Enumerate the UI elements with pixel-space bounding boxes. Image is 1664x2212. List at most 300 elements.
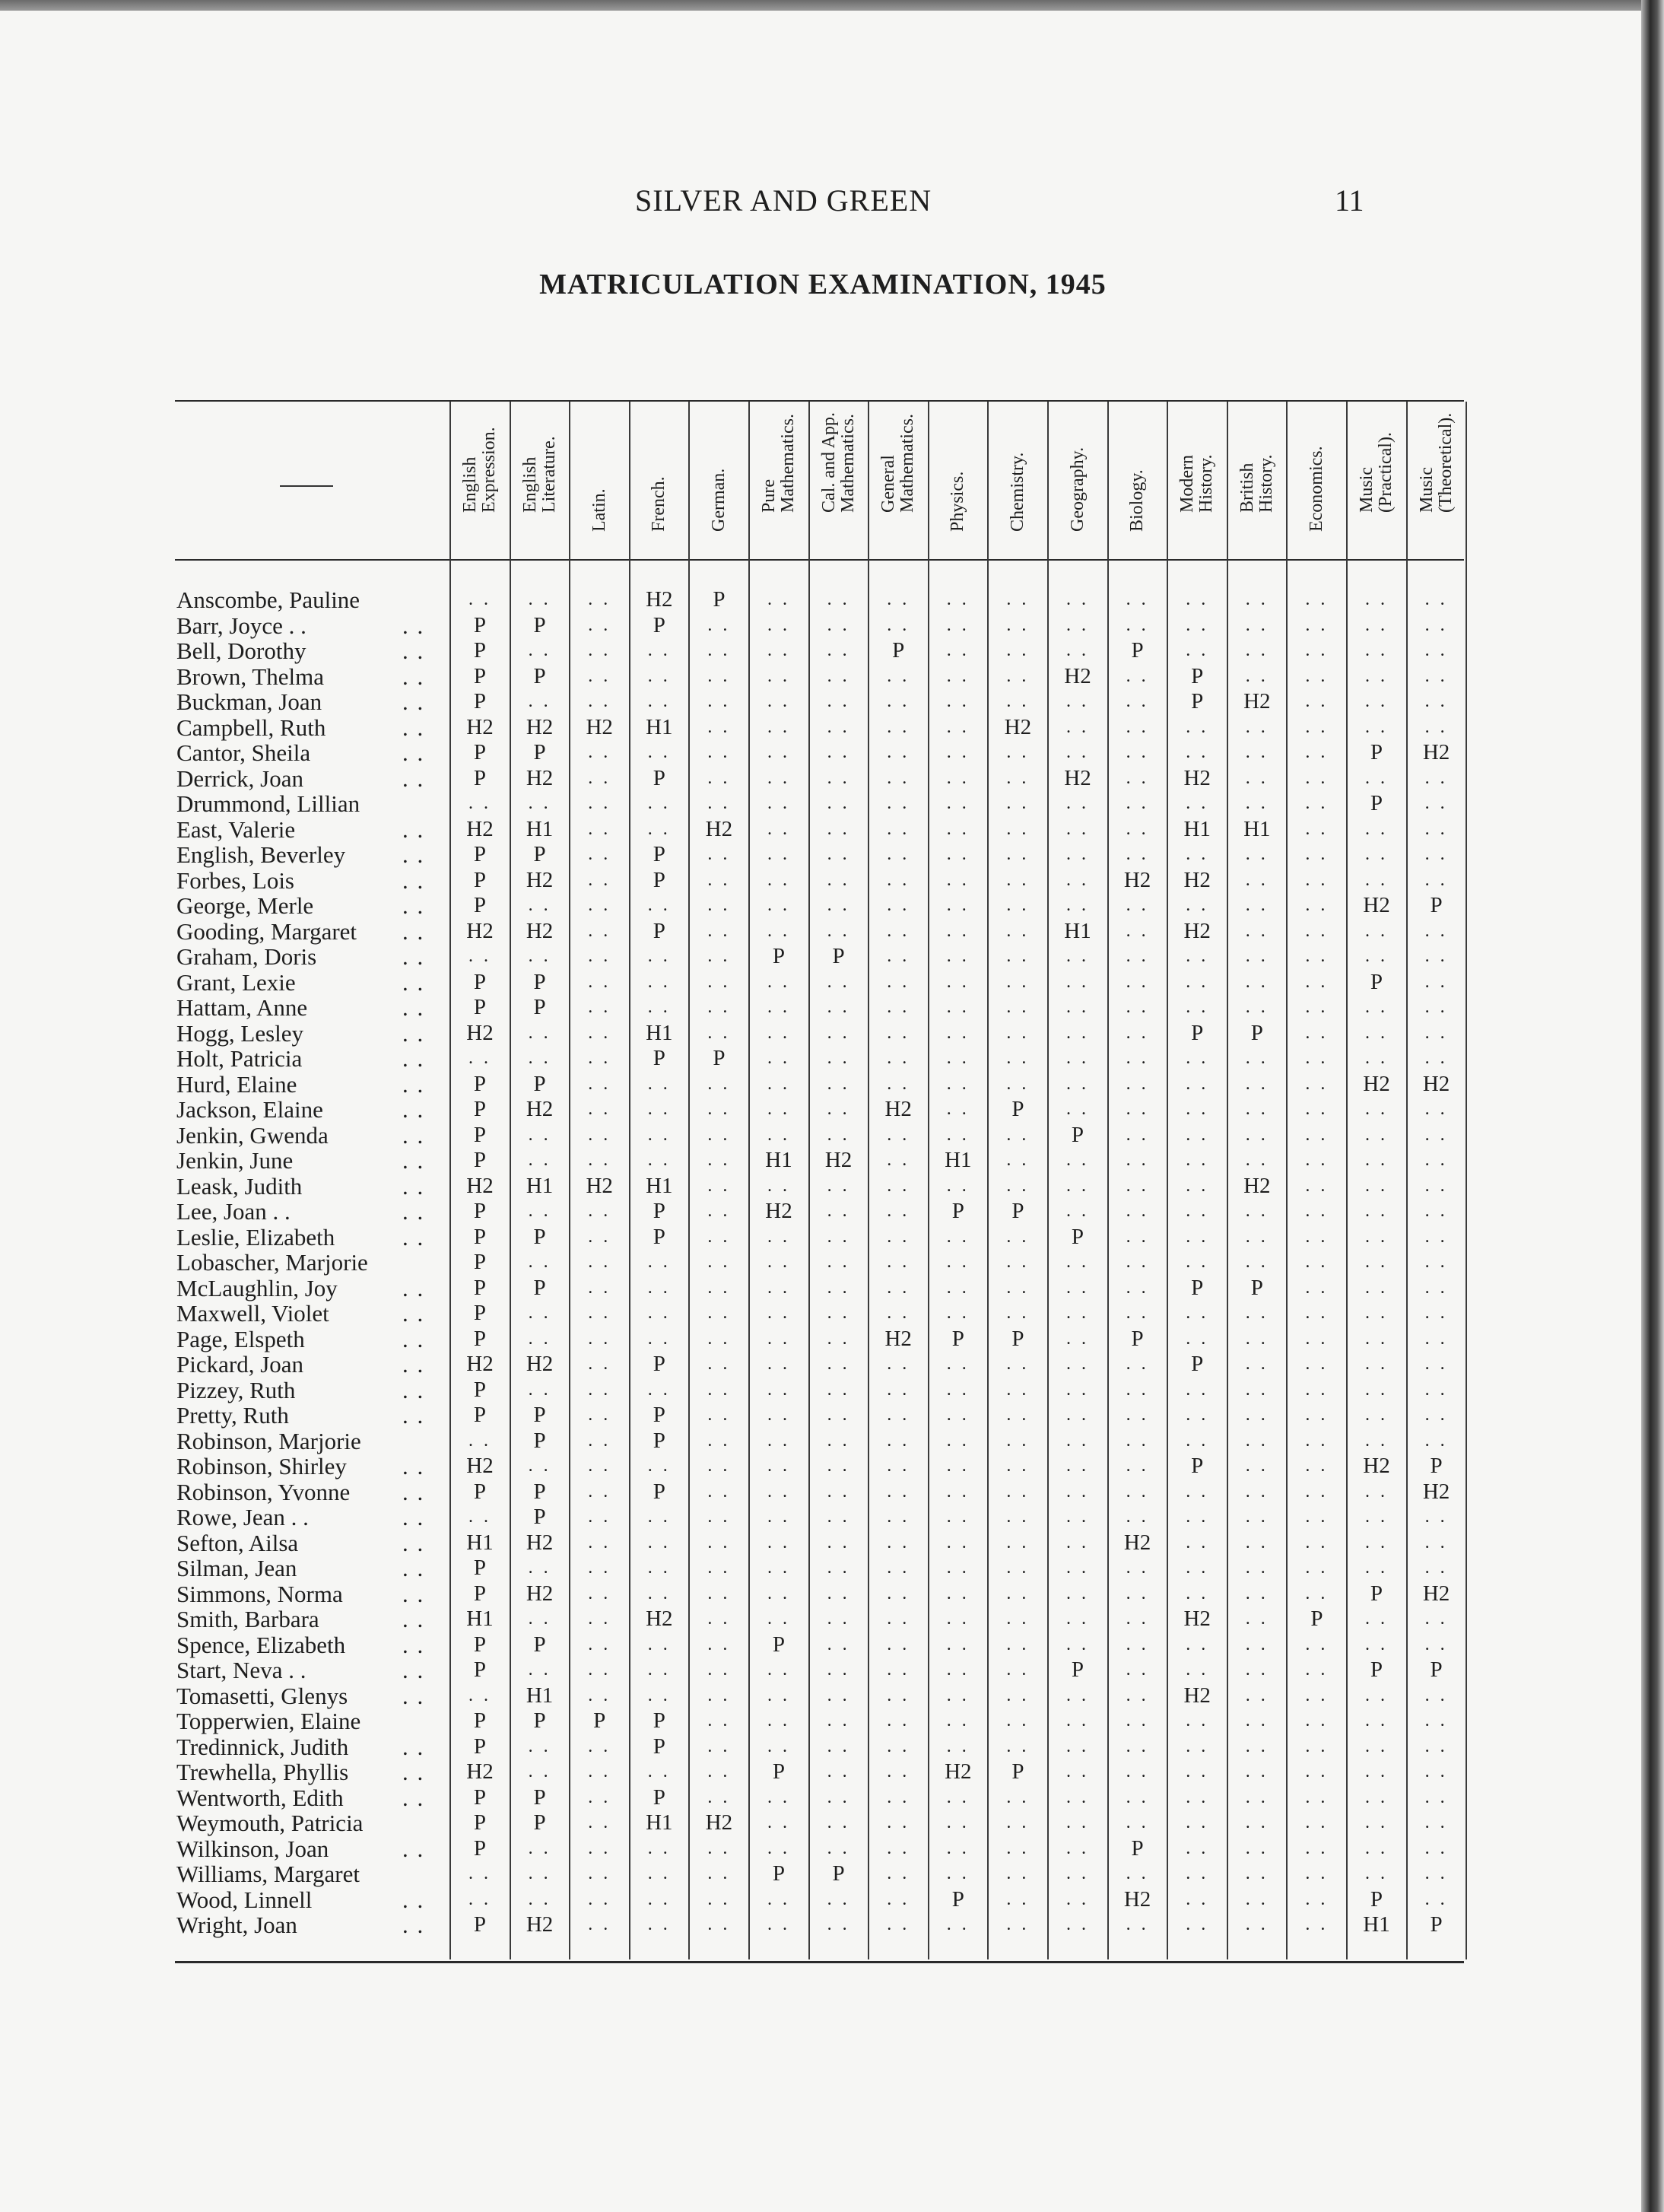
empty-cell: . . [1245, 1048, 1269, 1068]
empty-cell: . . [1305, 1022, 1329, 1043]
empty-cell: . . [1305, 1736, 1329, 1756]
empty-cell: . . [767, 615, 790, 635]
empty-cell: . . [1424, 920, 1448, 941]
empty-cell: . . [1245, 793, 1269, 813]
empty-cell: . . [767, 1915, 790, 1934]
empty-cell: . . [946, 1405, 970, 1425]
empty-cell: . . [946, 1430, 970, 1451]
empty-cell: . . [528, 1660, 551, 1680]
empty-cell: . . [707, 1838, 731, 1858]
empty-cell: . . [707, 793, 731, 813]
empty-cell: . . [887, 1175, 910, 1196]
name-leader-dots: . . [402, 1121, 425, 1149]
grade-cell: P [653, 1708, 665, 1733]
empty-cell: . . [1186, 1787, 1209, 1807]
empty-cell: . . [1424, 1252, 1448, 1272]
empty-cell: . . [1006, 1073, 1030, 1094]
subject-header [1109, 414, 1167, 551]
empty-cell: . . [827, 1685, 850, 1705]
empty-cell: . . [707, 1864, 731, 1883]
grade-cell: H2 [526, 1581, 554, 1606]
empty-cell: . . [1245, 1073, 1269, 1094]
empty-cell: . . [946, 1736, 970, 1756]
empty-cell: . . [588, 1252, 611, 1272]
empty-cell: . . [1424, 946, 1448, 966]
table-row [176, 740, 450, 766]
empty-cell: . . [647, 1099, 671, 1119]
empty-cell: . . [1424, 666, 1448, 686]
table-row [176, 1174, 450, 1200]
empty-cell: . . [588, 1150, 611, 1170]
grade-cell: H2 [466, 1173, 494, 1198]
empty-cell: . . [1066, 1583, 1089, 1603]
candidate-name: Tredinnick, Judith [176, 1733, 349, 1760]
empty-cell: . . [1305, 1711, 1329, 1731]
subject-header [511, 414, 569, 551]
grade-cell: H2 [1183, 1607, 1211, 1631]
empty-cell: . . [1424, 869, 1448, 890]
empty-cell: . . [887, 1507, 910, 1527]
grade-cell: P [772, 944, 786, 968]
empty-cell: . . [528, 1609, 551, 1629]
name-leader-dots: . . [402, 1351, 425, 1378]
empty-cell: . . [1245, 1685, 1269, 1705]
table-row [176, 1530, 450, 1556]
empty-cell: . . [767, 1405, 790, 1425]
empty-cell: . . [1245, 1201, 1269, 1221]
subject-header-line: Modern [1177, 455, 1198, 513]
empty-cell: . . [1186, 1430, 1209, 1451]
empty-cell: . . [946, 1915, 970, 1934]
empty-cell: . . [1305, 615, 1329, 635]
empty-cell: . . [1186, 1660, 1209, 1680]
table-row [176, 1327, 450, 1352]
empty-cell: . . [1066, 971, 1089, 992]
empty-cell: . . [767, 1660, 790, 1680]
empty-cell: . . [1245, 844, 1269, 864]
empty-cell: . . [946, 666, 970, 686]
empty-cell: . . [588, 1864, 611, 1883]
empty-cell: . . [1305, 1175, 1329, 1196]
grade-cell: P [653, 1479, 665, 1504]
empty-cell: . . [707, 1762, 731, 1781]
empty-cell: . . [887, 1583, 910, 1603]
subject-header [1288, 414, 1345, 551]
empty-cell: . . [946, 768, 970, 788]
grade-cell: P [473, 1708, 487, 1733]
name-leader-dots: . . [402, 637, 425, 664]
grade-cell: H1 [466, 1530, 494, 1555]
grade-cell: P [1430, 1912, 1443, 1937]
empty-cell: . . [1365, 1532, 1388, 1553]
empty-cell: . . [827, 1736, 850, 1756]
empty-cell: . . [588, 1481, 611, 1502]
empty-cell: . . [1305, 1099, 1329, 1119]
candidate-name: Forbes, Lois [176, 866, 294, 894]
empty-cell: . . [1126, 1354, 1149, 1374]
empty-cell: . . [1066, 1736, 1089, 1756]
candidate-name: Leask, Judith [176, 1172, 303, 1200]
empty-cell: . . [707, 1303, 731, 1323]
empty-cell: . . [528, 895, 551, 915]
empty-cell: . . [1006, 1048, 1030, 1068]
name-leader-dots: . . [402, 866, 425, 894]
name-leader-dots: . . [402, 968, 425, 996]
grade-cell: P [713, 587, 726, 612]
empty-cell: . . [767, 1277, 790, 1298]
grade-cell: H2 [1183, 918, 1211, 943]
empty-cell: . . [1424, 1022, 1448, 1043]
table-row [176, 817, 450, 843]
name-leader-dots: . . [402, 1172, 425, 1200]
empty-cell: . . [1006, 895, 1030, 915]
empty-cell: . . [1066, 640, 1089, 660]
empty-cell: . . [647, 1379, 671, 1400]
candidate-name: Williams, Margaret [176, 1861, 360, 1887]
grade-cell: P [653, 1403, 665, 1427]
grade-cell: P [653, 1199, 665, 1223]
candidate-name: Smith, Barbara [176, 1606, 319, 1632]
empty-cell: . . [707, 1481, 731, 1502]
empty-cell: . . [1305, 1048, 1329, 1068]
empty-cell: . . [1126, 1226, 1149, 1247]
empty-cell: . . [588, 869, 611, 890]
empty-cell: . . [946, 1685, 970, 1705]
grade-cell: P [473, 1199, 487, 1223]
candidate-name: Cantor, Sheila [176, 739, 311, 766]
empty-cell: . . [1186, 1150, 1209, 1170]
empty-cell: . . [588, 997, 611, 1017]
candidate-name: Start, Neva . . [176, 1657, 306, 1683]
empty-cell: . . [1126, 1303, 1149, 1323]
empty-cell: . . [588, 768, 611, 788]
empty-cell: . . [647, 1558, 671, 1578]
empty-cell: . . [767, 1048, 790, 1068]
grade-cell: H2 [526, 1097, 554, 1121]
empty-cell: . . [1186, 895, 1209, 915]
name-leader-dots: . . [402, 1580, 425, 1607]
empty-cell: . . [1186, 1073, 1209, 1094]
candidate-name: Leslie, Elizabeth [176, 1223, 335, 1251]
empty-cell: . . [468, 1430, 491, 1451]
empty-cell: . . [1424, 844, 1448, 864]
subject-header [750, 414, 808, 551]
empty-cell: . . [1126, 1762, 1149, 1781]
empty-cell: . . [887, 1736, 910, 1756]
empty-cell: . . [1424, 1124, 1448, 1145]
name-leader-dots: . . [402, 1835, 425, 1862]
empty-cell: . . [946, 844, 970, 864]
empty-cell: . . [528, 1379, 551, 1400]
table-row [176, 791, 450, 817]
empty-cell: . . [1066, 1813, 1089, 1832]
empty-cell: . . [1365, 818, 1388, 839]
grade-cell: P [951, 1199, 964, 1223]
table-row [176, 1785, 450, 1811]
empty-cell: . . [1245, 1736, 1269, 1756]
empty-cell: . . [647, 997, 671, 1017]
empty-cell: . . [707, 1379, 731, 1400]
empty-cell: . . [767, 590, 790, 609]
empty-cell: . . [1305, 717, 1329, 737]
empty-cell: . . [1305, 1507, 1329, 1527]
empty-cell: . . [1305, 1303, 1329, 1323]
empty-cell: . . [827, 818, 850, 839]
empty-cell: . . [1305, 1864, 1329, 1883]
empty-cell: . . [1006, 1583, 1030, 1603]
grade-cell: P [533, 1708, 546, 1733]
empty-cell: . . [1186, 1507, 1209, 1527]
empty-cell: . . [1006, 1430, 1030, 1451]
empty-cell: . . [1365, 691, 1388, 711]
empty-cell: . . [1066, 818, 1089, 839]
empty-cell: . . [1006, 742, 1030, 762]
empty-cell: . . [647, 1634, 671, 1654]
empty-cell: . . [1245, 717, 1269, 737]
empty-cell: . . [767, 971, 790, 992]
empty-cell: . . [1066, 844, 1089, 864]
empty-cell: . . [1424, 691, 1448, 711]
grade-cell: H2 [586, 1173, 613, 1198]
empty-cell: . . [1186, 1532, 1209, 1553]
candidate-name: Topperwien, Elaine [176, 1708, 361, 1734]
empty-cell: . . [1424, 1634, 1448, 1654]
empty-cell: . . [1245, 1634, 1269, 1654]
empty-cell: . . [1066, 997, 1089, 1017]
empty-cell: . . [1186, 1201, 1209, 1221]
empty-cell: . . [1066, 869, 1089, 890]
empty-cell: . . [1305, 1150, 1329, 1170]
empty-cell: . . [1365, 666, 1388, 686]
empty-cell: . . [1424, 1864, 1448, 1883]
empty-cell: . . [1006, 1226, 1030, 1247]
empty-cell: . . [647, 1456, 671, 1476]
empty-cell: . . [1305, 691, 1329, 711]
empty-cell: . . [1186, 640, 1209, 660]
empty-cell: . . [1066, 1150, 1089, 1170]
empty-cell: . . [1365, 1124, 1388, 1145]
empty-cell: . . [1066, 1787, 1089, 1807]
candidate-name: Simmons, Norma [176, 1580, 343, 1607]
name-leader-dots: . . [402, 713, 425, 741]
subject-header [1228, 414, 1286, 551]
empty-cell: . . [1186, 1558, 1209, 1578]
grade-cell: P [473, 1148, 487, 1172]
empty-cell: . . [1365, 1736, 1388, 1756]
empty-cell: . . [1245, 1303, 1269, 1323]
empty-cell: . . [887, 946, 910, 966]
empty-cell: . . [827, 1915, 850, 1934]
empty-cell: . . [946, 717, 970, 737]
grade-cell: P [473, 1301, 487, 1325]
candidate-name: Wilkinson, Joan [176, 1835, 329, 1862]
grade-cell: P [473, 1275, 487, 1300]
grade-cell: H2 [1422, 1071, 1450, 1096]
empty-cell: . . [946, 1583, 970, 1603]
empty-cell: . . [588, 1022, 611, 1043]
empty-cell: . . [707, 1660, 731, 1680]
empty-cell: . . [827, 1583, 850, 1603]
empty-cell: . . [1365, 1558, 1388, 1578]
grade-cell: H2 [466, 918, 494, 943]
empty-cell: . . [887, 869, 910, 890]
empty-cell: . . [1186, 1762, 1209, 1781]
grade-cell: H2 [765, 1199, 792, 1223]
grade-cell: P [533, 1810, 546, 1835]
grade-cell: P [473, 1122, 487, 1147]
grade-cell: P [473, 1556, 487, 1580]
empty-cell: . . [1365, 1379, 1388, 1400]
empty-cell: . . [767, 844, 790, 864]
empty-cell: . . [1365, 946, 1388, 966]
empty-cell: . . [468, 1685, 491, 1705]
grade-cell: P [473, 1326, 487, 1351]
table-row [176, 1683, 450, 1709]
grade-cell: P [951, 1886, 964, 1912]
empty-cell: . . [946, 640, 970, 660]
name-leader-dots: . . [402, 1682, 425, 1709]
empty-cell: . . [528, 1201, 551, 1221]
empty-cell: . . [1245, 590, 1269, 609]
empty-cell: . . [1365, 1048, 1388, 1068]
empty-cell: . . [946, 793, 970, 813]
empty-cell: . . [827, 742, 850, 762]
table-row [176, 1301, 450, 1327]
grade-cell: P [473, 995, 487, 1019]
grade-cell: P [832, 944, 845, 968]
grade-cell: P [1011, 1097, 1024, 1121]
grade-cell: P [951, 1326, 964, 1351]
empty-cell: . . [1006, 1277, 1030, 1298]
grade-cell: H2 [526, 714, 554, 739]
empty-cell: . . [1305, 1456, 1329, 1476]
empty-cell: . . [946, 1507, 970, 1527]
empty-cell: . . [1066, 1685, 1089, 1705]
empty-cell: . . [887, 717, 910, 737]
grade-cell: P [473, 765, 487, 790]
empty-cell: . . [707, 1532, 731, 1553]
empty-cell: . . [707, 640, 731, 660]
empty-cell: . . [827, 1277, 850, 1298]
grade-cell: P [1370, 969, 1383, 994]
table-row [176, 613, 450, 639]
empty-cell: . . [1245, 1583, 1269, 1603]
empty-cell: . . [1245, 920, 1269, 941]
grade-cell: H2 [884, 1326, 912, 1351]
empty-cell: . . [887, 971, 910, 992]
grade-cell: H2 [526, 765, 554, 790]
table-row [176, 1403, 450, 1429]
empty-cell: . . [1126, 1685, 1149, 1705]
grade-cell: H2 [1422, 1479, 1450, 1504]
empty-cell: . . [707, 1124, 731, 1145]
grade-cell: H1 [646, 1020, 673, 1045]
empty-cell: . . [1424, 1838, 1448, 1858]
empty-cell: . . [707, 1736, 731, 1756]
empty-cell: . . [1245, 1915, 1269, 1934]
grade-cell: H2 [466, 1454, 494, 1478]
empty-cell: . . [1006, 1481, 1030, 1502]
empty-cell: . . [1305, 920, 1329, 941]
empty-cell: . . [1066, 1532, 1089, 1553]
table-row [176, 1097, 450, 1123]
empty-cell: . . [887, 1838, 910, 1858]
empty-cell: . . [827, 1226, 850, 1247]
empty-cell: . . [1186, 1889, 1209, 1909]
empty-cell: . . [588, 1354, 611, 1374]
empty-cell: . . [1186, 1583, 1209, 1603]
empty-cell: . . [1365, 1787, 1388, 1807]
empty-cell: . . [1066, 1711, 1089, 1731]
empty-cell: . . [887, 1048, 910, 1068]
name-leader-dots: . . [402, 1478, 425, 1505]
empty-cell: . . [1126, 691, 1149, 711]
empty-cell: . . [468, 1889, 491, 1909]
empty-cell: . . [827, 997, 850, 1017]
empty-cell: . . [887, 1252, 910, 1272]
empty-cell: . . [707, 844, 731, 864]
empty-cell: . . [1365, 1328, 1388, 1349]
candidate-name: Robinson, Marjorie [176, 1427, 361, 1454]
grade-cell: H2 [466, 1352, 494, 1376]
empty-cell: . . [1365, 869, 1388, 890]
grade-cell: P [653, 1785, 665, 1810]
empty-cell: . . [946, 590, 970, 609]
empty-cell: . . [1126, 997, 1149, 1017]
table-row [176, 1759, 450, 1785]
name-leader-dots: . . [402, 764, 425, 792]
subject-header [1168, 414, 1226, 551]
empty-cell: . . [887, 1711, 910, 1731]
empty-cell: . . [827, 1532, 850, 1553]
empty-cell: . . [1186, 615, 1209, 635]
name-leader-dots: . . [402, 841, 425, 868]
empty-cell: . . [827, 666, 850, 686]
empty-cell: . . [1006, 1838, 1030, 1858]
empty-cell: . . [887, 1150, 910, 1170]
grade-cell: P [653, 867, 665, 892]
empty-cell: . . [887, 1889, 910, 1909]
empty-cell: . . [767, 1736, 790, 1756]
empty-cell: . . [767, 1328, 790, 1349]
empty-cell: . . [1006, 1787, 1030, 1807]
empty-cell: . . [1006, 1379, 1030, 1400]
empty-cell: . . [946, 895, 970, 915]
empty-cell: . . [1245, 1813, 1269, 1832]
empty-cell: . . [1186, 717, 1209, 737]
empty-cell: . . [887, 1864, 910, 1883]
empty-cell: . . [946, 1277, 970, 1298]
empty-cell: . . [1305, 1405, 1329, 1425]
candidate-name: George, Merle [176, 892, 314, 919]
empty-cell: . . [887, 615, 910, 635]
empty-cell: . . [1066, 946, 1089, 966]
empty-cell: . . [767, 1022, 790, 1043]
empty-cell: . . [1245, 997, 1269, 1017]
book-spine-edge [1641, 0, 1664, 2212]
empty-cell: . . [767, 1609, 790, 1629]
empty-cell: . . [1424, 1558, 1448, 1578]
empty-cell: . . [1006, 1150, 1030, 1170]
subject-header [1049, 414, 1107, 551]
name-leader-dots: . . [402, 1912, 425, 1938]
empty-cell: . . [1006, 1405, 1030, 1425]
table-row [176, 1581, 450, 1607]
subject-header-line: (Practical). [1376, 432, 1396, 513]
empty-cell: . . [887, 1405, 910, 1425]
empty-cell: . . [1305, 1379, 1329, 1400]
page-top-edge [0, 0, 1643, 11]
